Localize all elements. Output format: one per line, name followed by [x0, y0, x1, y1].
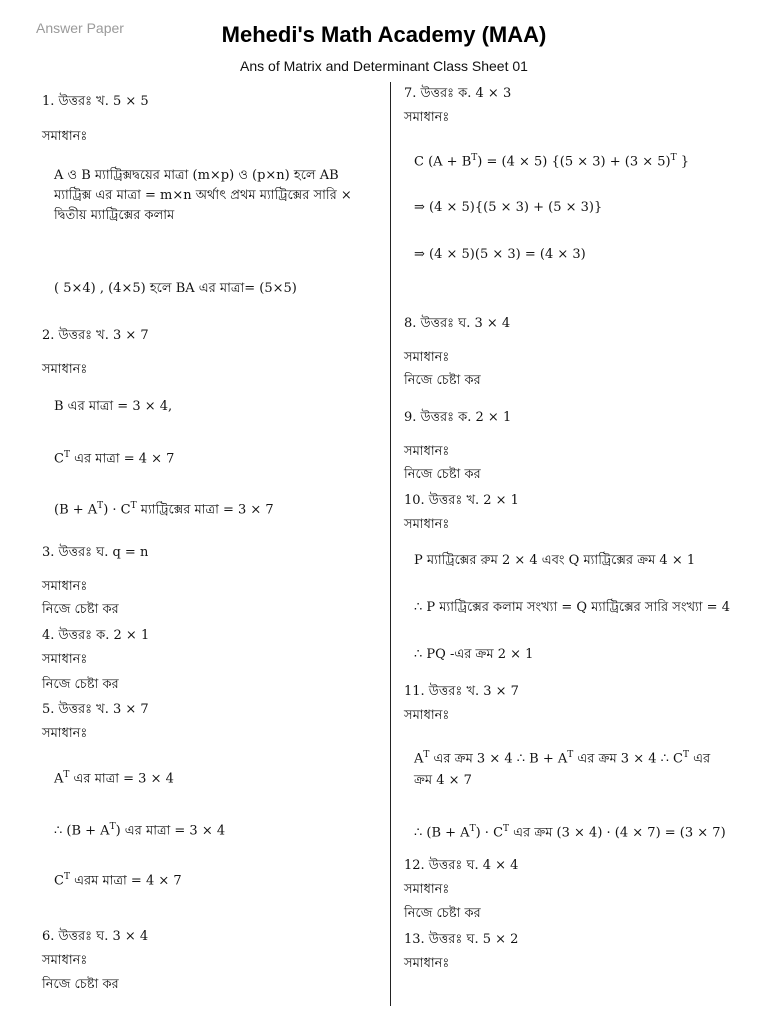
q12-try-yourself: নিজে চেষ্টা কর	[404, 906, 481, 921]
q8-try-yourself: নিজে চেষ্টা কর	[404, 373, 481, 388]
q5-line-2: ∴ $(B + A^T)$ এর মাত্রা = 3 × 4	[54, 822, 226, 839]
q1-solution-label: সমাধানঃ	[42, 129, 88, 144]
q7-solution-label: সমাধানঃ	[404, 110, 450, 125]
q5-answer: 5. উত্তরঃ খ. 3 × 7	[42, 702, 149, 717]
q9-try-yourself: নিজে চেষ্টা কর	[404, 467, 481, 482]
q10-line-1: P ম্যাট্রিক্সের রুম 2 × 4 এবং Q ম্যাট্রিক্সের ক্রম 4 × 1	[414, 553, 696, 568]
q7-line-2: ⇒ (4 × 5){(5 × 3) + (5 × 3)}	[414, 200, 603, 215]
q11-line-3: ∴ $(B + A^T) \cdot C^T$ এর ক্রম (3 × 4) · (4 × 7) = (3 × 7)	[414, 824, 726, 841]
q4-answer: 4. উত্তরঃ ক. 2 × 1	[42, 628, 150, 643]
q13-answer: 13. উত্তরঃ ঘ. 5 × 2	[404, 932, 519, 947]
q3-try-yourself: নিজে চেষ্টা কর	[42, 602, 119, 617]
q4-try-yourself: নিজে চেষ্টা কর	[42, 677, 119, 692]
q10-solution-label: সমাধানঃ	[404, 517, 450, 532]
q6-solution-label: সমাধানঃ	[42, 953, 88, 968]
q8-solution-label: সমাধানঃ	[404, 350, 450, 365]
q3-answer: 3. উত্তরঃ ঘ. q = n	[42, 545, 149, 560]
q7-answer: 7. উত্তরঃ ক. 4 × 3	[404, 86, 512, 101]
q11-line-1: $A^T$ এর ক্রম 3 × 4 ∴ $B + A^T$ এর ক্রম 3 × 4 ∴ $C^T$ এর	[414, 750, 711, 767]
page-subtitle: Ans of Matrix and Determinant Class Sheet 01	[240, 58, 528, 74]
q12-answer: 12. উত্তরঃ ঘ. 4 × 4	[404, 858, 519, 873]
q9-solution-label: সমাধানঃ	[404, 444, 450, 459]
q11-solution-label: সমাধানঃ	[404, 708, 450, 723]
q8-answer: 8. উত্তরঃ ঘ. 3 × 4	[404, 316, 511, 331]
q7-line-3: ⇒ (4 × 5)(5 × 3) = (4 × 3)	[414, 247, 586, 262]
q10-line-3: ∴ PQ -এর ক্রম 2 × 1	[414, 647, 534, 662]
q1-solution-result: ( 5×4) , (4×5) হলে BA এর মাত্রা= (5×5)	[54, 281, 297, 296]
q12-solution-label: সমাধানঃ	[404, 882, 450, 897]
q3-solution-label: সমাধানঃ	[42, 579, 88, 594]
q10-answer: 10. উত্তরঃ খ. 2 × 1	[404, 493, 519, 508]
q5-line-1: $A^T$ এর মাত্রা = 3 × 4	[54, 770, 174, 787]
q11-line-2: ক্রম 4 × 7	[414, 773, 472, 788]
q13-solution-label: সমাধানঃ	[404, 956, 450, 971]
q1-solution-text: A ও B ম্যাট্রিক্সদ্বয়ের মাত্রা (m×p) ও (p×n) হলে AB ম্যাট্রিক্স এর মাত্রা = m×n অর্থাৎ প্রথম ম্যাট্রিক্সের সারি × দ্বিতীয় ম্যাট্রিক্সের কলাম	[54, 168, 352, 223]
q6-try-yourself: নিজে চেষ্টা কর	[42, 977, 119, 992]
q5-line-3: $C^T$ এরম মাত্রা = 4 × 7	[54, 872, 182, 889]
q4-solution-label: সমাধানঃ	[42, 652, 88, 667]
q2-line-3: $(B + A^T) \cdot C^T$ ম্যাট্রিক্সের মাত্রা = 3 × 7	[54, 501, 274, 518]
q7-line-1: C $(A + B^T) = (4 \times 5)$ {$(5 \times 3) + (3 \times 5)^T$ }	[414, 153, 690, 170]
q5-solution-label: সমাধানঃ	[42, 726, 88, 741]
column-divider	[390, 82, 391, 1006]
q2-line-2: $C^T$ এর মাত্রা = 4 × 7	[54, 450, 175, 467]
q10-line-2: ∴ P ম্যাট্রিক্সের কলাম সংখ্যা = Q ম্যাট্রিক্সের সারি সংখ্যা = 4	[414, 600, 730, 615]
q2-solution-label: সমাধানঃ	[42, 362, 88, 377]
q11-answer: 11. উত্তরঃ খ. 3 × 7	[404, 684, 519, 699]
q1-answer: 1. উত্তরঃ খ. 5 × 5	[42, 94, 149, 109]
q2-answer: 2. উত্তরঃ খ. 3 × 7	[42, 328, 149, 343]
page-title: Mehedi's Math Academy (MAA)	[221, 22, 547, 47]
q6-answer: 6. উত্তরঃ ঘ. 3 × 4	[42, 929, 149, 944]
q9-answer: 9. উত্তরঃ ক. 2 × 1	[404, 410, 512, 425]
answer-paper-watermark: Answer Paper	[36, 20, 124, 36]
q2-line-1: B এর মাত্রা = 3 × 4,	[54, 399, 173, 414]
